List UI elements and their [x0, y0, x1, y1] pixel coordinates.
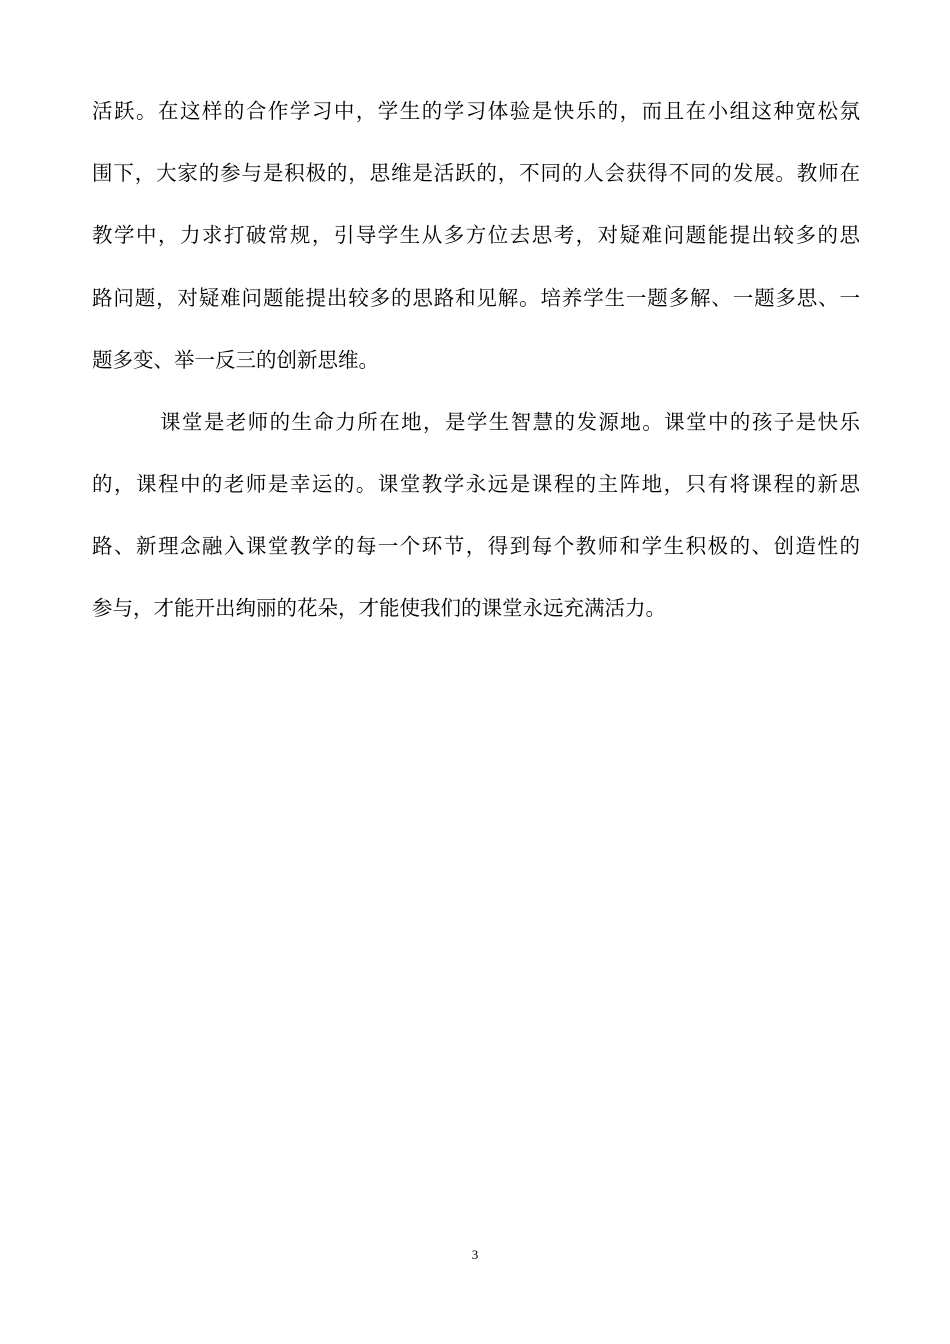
text-line: 路、新理念融入课堂教学的每一个环节，得到每个教师和学生积极的、创造性的: [92, 534, 860, 558]
text-line: 教学中，力求打破常规，引导学生从多方位去思考，对疑难问题能提出较多的思: [92, 223, 860, 247]
text-line: 活跃。在这样的合作学习中，学生的学习体验是快乐的，而且在小组这种宽松氛: [92, 99, 860, 123]
text-line: 的，课程中的老师是幸运的。课堂教学永远是课程的主阵地，只有将课程的新思: [92, 472, 860, 496]
text-line: 路问题，对疑难问题能提出较多的思路和见解。培养学生一题多解、一题多思、一: [92, 286, 860, 310]
text-line: 课堂是老师的生命力所在地，是学生智慧的发源地。课堂中的孩子是快乐: [160, 410, 860, 434]
text-line: 参与，才能开出绚丽的花朵，才能使我们的课堂永远充满活力。: [92, 596, 666, 620]
page-number: 3: [471, 1247, 479, 1262]
text-line: 题多变、举一反三的创新思维。: [92, 348, 379, 372]
text-line: 围下，大家的参与是积极的，思维是活跃的，不同的人会获得不同的发展。教师在: [92, 161, 860, 185]
